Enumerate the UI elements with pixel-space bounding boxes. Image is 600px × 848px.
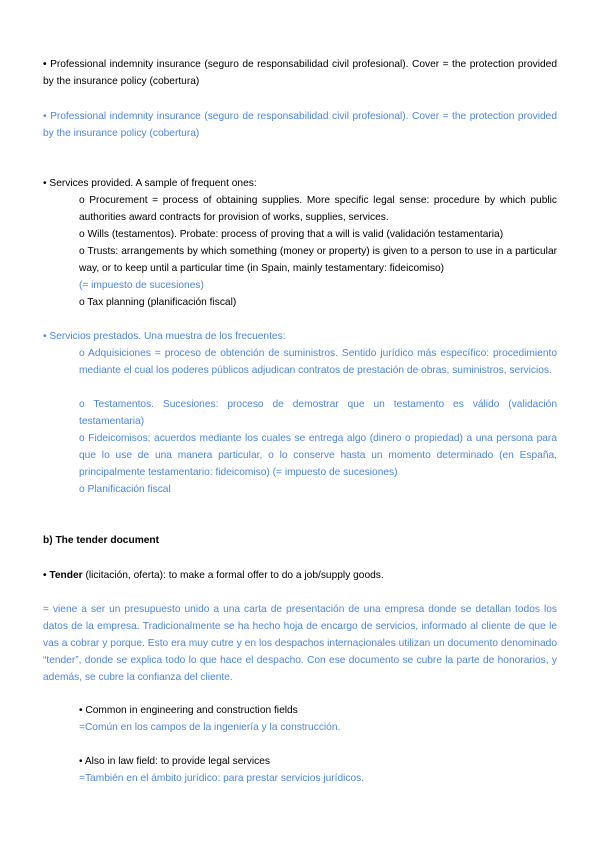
servicios-item-planificacion: o Planificación fiscal <box>79 484 171 495</box>
services-heading-es: • Servicios prestados. Una muestra de los frecuentes: <box>43 331 286 342</box>
servicios-item-testamentos: o Testamentos. Sucesiones: proceso de demostrar que un testamento es válido (validación testamentaria) <box>79 399 557 427</box>
services-item-procurement: o Procurement = process of obtaining supplies. More specific legal sense: procedure by which public authorities award contracts for provision of works, supplies, services. <box>79 195 557 223</box>
tender-definition <box>43 567 557 584</box>
indemnity-text-es: Professional indemnity insurance (seguro de responsabilidad civil profesional). Cover = the protection provided by the insurance policy (cobertura) <box>43 111 557 139</box>
bullet: • <box>43 59 47 70</box>
tender-term: Tender <box>49 570 83 581</box>
bullet: • <box>43 570 47 581</box>
bullet: • <box>43 111 47 122</box>
services-item-wills: o Wills (testamentos). Probate: process of proving that a will is valid (validación testamentaria) <box>79 229 504 240</box>
services-item-trusts: o Trusts: arrangements by which something (money or property) is given to a person to use in a particular way, or to keep until a particular time (in Spain, mainly testamentary: fideicomiso) <box>79 246 557 274</box>
tender-explanation-es: = viene a ser un presupuesto unido a una carta de presentación de una empresa donde se detallan todos los datos de la empresa. Tradicionalmente se ha hecho hoja de encargo de servicios, informado al cliente de que le vas a cobrar y porque. Esto era muy cutre y en los despachos internacionales utilizan un documento denominado “tender”, donde se explica todo lo que hace el despacho. Con ese documento se cubre la parte de honorarios, y además, se cubre la confianza del cliente. <box>43 604 557 683</box>
servicios-item-adquisiciones: o Adquisiciones = proceso de obtención de suministros. Sentido jurídico más específico: procedimiento mediante el cual los poderes públicos adjudican contratos de prestación de obras, suministros, servicios. <box>79 348 557 376</box>
law-field-en: • Also in law field: to provide legal services <box>79 756 270 767</box>
indemnity-paragraph-en <box>43 56 557 90</box>
services-trusts-note: (= impuesto de sucesiones) <box>79 280 204 291</box>
law-field-es: =También en el ámbito jurídico: para prestar servicios jurídicos. <box>79 773 365 784</box>
section-b-title: b) The tender document <box>43 535 160 546</box>
servicios-item-fideicomisos: o Fideicomisos: acuerdos mediante los cuales se entrega algo (dinero o propiedad) a una persona para que lo use de una manera particular, o lo conserve hasta un momento determinado (en España, principalmente testamentario: fideicomiso) (= impuesto de sucesiones) <box>79 433 557 478</box>
indemnity-text-en: Professional indemnity insurance (seguro de responsabilidad civil profesional). Cover = the protection provided by the insurance policy (cobertura) <box>43 59 557 87</box>
services-heading-en: • Services provided. A sample of frequent ones: <box>43 178 257 189</box>
tender-definition-text: (licitación, oferta): to make a formal offer to do a job/supply goods. <box>82 570 384 581</box>
indemnity-paragraph-es <box>43 108 557 142</box>
services-item-tax: o Tax planning (planificación fiscal) <box>79 297 237 308</box>
common-fields-en: • Common in engineering and construction fields <box>79 705 298 716</box>
common-fields-es: =Común en los campos de la ingeniería y la construcción. <box>79 722 341 733</box>
